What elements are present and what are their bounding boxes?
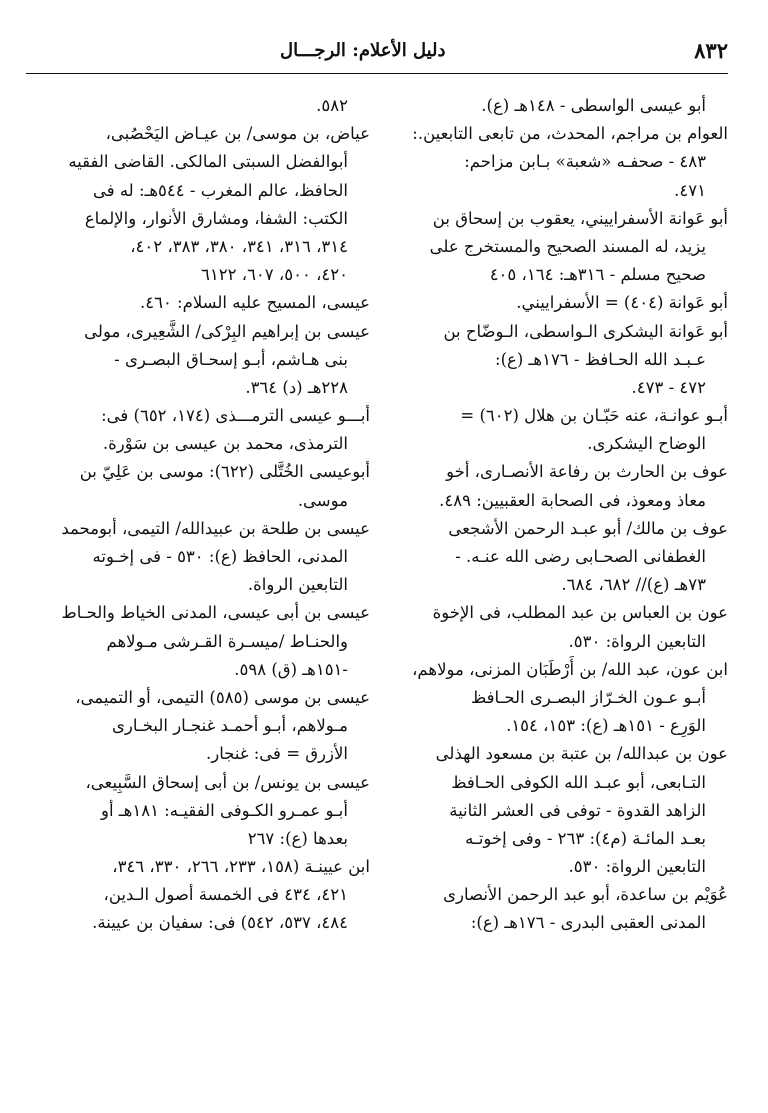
index-line: العوام بن مراجم، المحدث، من تابعى التابعين.: [412, 124, 728, 144]
index-line: والحنـاط /ميسـرة القـرشى مـولاهم [106, 631, 348, 651]
index-column-right [380, 92, 728, 938]
index-line: الغطفانى الصحـابى رضى الله عنـه. - [455, 547, 706, 566]
index-line: الأزرق = فى: غنجار. [206, 744, 348, 764]
index-line: ٤٢٠، ٥٠٠، ٦٠٧، ٦١٢٢ [201, 265, 348, 285]
index-line: عوف بن مالك/ أبو عبـد الرحمن الأشجعى [448, 518, 728, 538]
index-line: أبـو عـون الخـرّاز البصـرى الحـافظ [470, 687, 706, 707]
index-line: ٢٢٨هـ (د) ٣٦٤. [245, 377, 348, 397]
index-column-left [32, 92, 370, 938]
index-line: عُوَيْم بن ساعدة، أبو عبد الرحمن الأنصارى [443, 885, 728, 905]
index-line: المدنى، الحافظ (ع): ٥٣٠ - فى إخـوته [92, 547, 348, 566]
index-line: عوف بن الحارث بن رفاعة الأنصـارى، أخو [446, 462, 728, 482]
index-line: ابن عون، عبد الله/ بن أَرْطَبَان المزنى، مولاهم، [412, 659, 728, 679]
index-line: بنى هـاشم، أبـو إسحـاق البصـرى - [114, 349, 348, 369]
index-line: أبو عَوانة اليشكرى الـواسطى، الـوضّاح بن [443, 321, 728, 341]
index-line: أبـو عمـرو الكـوفى الفقيـه: ١٨١هـ أو [101, 800, 348, 820]
index-line: -١٥١هـ (ق) ٥٩٨. [234, 659, 348, 679]
index-line: أبـــو عيسى الترمـــذى (١٧٤، ٦٥٢) فى: [101, 406, 370, 426]
index-line: الكتب: الشفا، ومشارق الأنوار، والإلماع [84, 208, 348, 228]
index-line: التابعين الرواة: ٥٣٠. [568, 631, 706, 651]
running-title: دليل الأعلام: الرجـــال [280, 40, 446, 61]
index-line: ٤٨٣ - صحفـه «شعبة» بـابن مزاحم: [464, 152, 706, 172]
index-line: ٤٨٤، ٥٣٧، ٥٤٢) فى: سفيان بن عيينة. [92, 913, 348, 933]
index-line: أبو عَوانة الأسفراييني، يعقوب بن إسحاق بن [432, 208, 728, 228]
index-line: المدنى العقبى البدرى - ١٧٦هـ (ع): [470, 913, 706, 933]
index-line: التـابعى، أبو عبـد الله الكوفى الحـافظ [451, 772, 706, 792]
index-line: صحيح مسلم - ٣١٦هـ: ١٦٤، ٤٠٥ [489, 265, 706, 285]
index-line: ٥٨٢. [316, 96, 348, 115]
index-line: عون بن عبدالله/ بن عتبة بن مسعود الهذلى [435, 744, 728, 764]
index-line: عيسى بن موسى (٥٨٥) التيمى، أو التميمى، [75, 687, 370, 707]
index-line: بعـد المائـة (م٤): ٢٦٣ - وفى إخوتـه [465, 828, 706, 848]
page-number: ٨٣٢ [694, 38, 728, 63]
index-line: عياض، بن موسى/ بن عيـاض اليَحْصُبى، [105, 124, 370, 144]
index-line: ٤٢١، ٤٣٤ فى الخمسة أصول الـدين، [103, 885, 348, 905]
index-line: أبو عَوانة (٤٠٤) = الأسفراييني. [516, 293, 728, 313]
index-line: معاذ ومعوذ، فى الصحابة العقبيين: ٤٨٩. [439, 490, 706, 510]
index-line: ٣١٤، ٣١٦، ٣٤١، ٣٨٠، ٣٨٣، ٤٠٢، [130, 236, 348, 256]
index-line: عون بن العباس بن عبد المطلب، فى الإخوة [432, 603, 728, 623]
index-line: عيسى بن أبى عيسى، المدنى الخياط والحـاط [61, 603, 370, 623]
index-line: ٧٣هـ (ع)// ٦٨٢، ٦٨٤. [561, 575, 706, 595]
index-line: أبو عيسى الواسطى - ١٤٨هـ (ع). [481, 96, 706, 115]
index-line: موسى. [297, 490, 348, 510]
index-line: عيسى بن طلحة بن عبيدالله/ التيمى، أبومحمد [61, 518, 370, 538]
page-header [40, 38, 728, 70]
index-line: الحافظ، عالم المغرب - ٥٤٤هـ: له فى [92, 180, 348, 200]
index-line: عيسى بن إبراهيم البِرْكى/ الشَّعِيرى، مولى [84, 321, 370, 341]
header-rule [26, 73, 728, 74]
index-line: الوَرِع - ١٥١هـ (ع): ١٥٣، ١٥٤. [506, 716, 706, 736]
index-line: التابعين الرواة: ٥٣٠. [568, 857, 706, 877]
index-line: يزيد، له المسند الصحيح والمستخرج على [429, 236, 706, 256]
index-line: ابن عيينـة (١٥٨، ٢٣٣، ٢٦٦، ٣٣٠، ٣٤٦، [112, 857, 370, 877]
index-line: بعدها (ع): ٢٦٧ [247, 828, 348, 848]
index-line: التابعين الرواة. [247, 575, 348, 595]
index-line: ٤٧١. [674, 180, 706, 200]
index-line: عـبـد الله الحـافظ - ١٧٦هـ (ع): [495, 349, 706, 369]
index-line: عيسى بن يونس/ بن أبى إسحاق السَّبِيعى، [85, 772, 370, 792]
index-line: أبوالفضل السبتى المالكى. القاضى الفقيه [68, 152, 348, 172]
index-line: مـولاهم، أبـو أحمـد غنجـار البخـارى [111, 716, 348, 736]
index-line: أبوعيسى الخُتَّلى (٦٢٢): موسى بن عَلِيّ بن [79, 462, 370, 482]
index-line: الترمذى، محمد بن عيسى بن سَوْرة. [102, 434, 348, 454]
index-line: الزاهد القدوة - توفى فى العشر الثانية [449, 800, 706, 820]
index-line: أبـو عوانـة، عنه حَبّـان بن هلال (٦٠٢) = [460, 406, 728, 426]
index-line: عيسى، المسيح عليه السلام: ٤٦٠. [139, 293, 370, 313]
index-line: ٤٧٢ - ٤٧٣. [631, 377, 706, 397]
index-line: الوضاح اليشكرى. [587, 434, 706, 454]
